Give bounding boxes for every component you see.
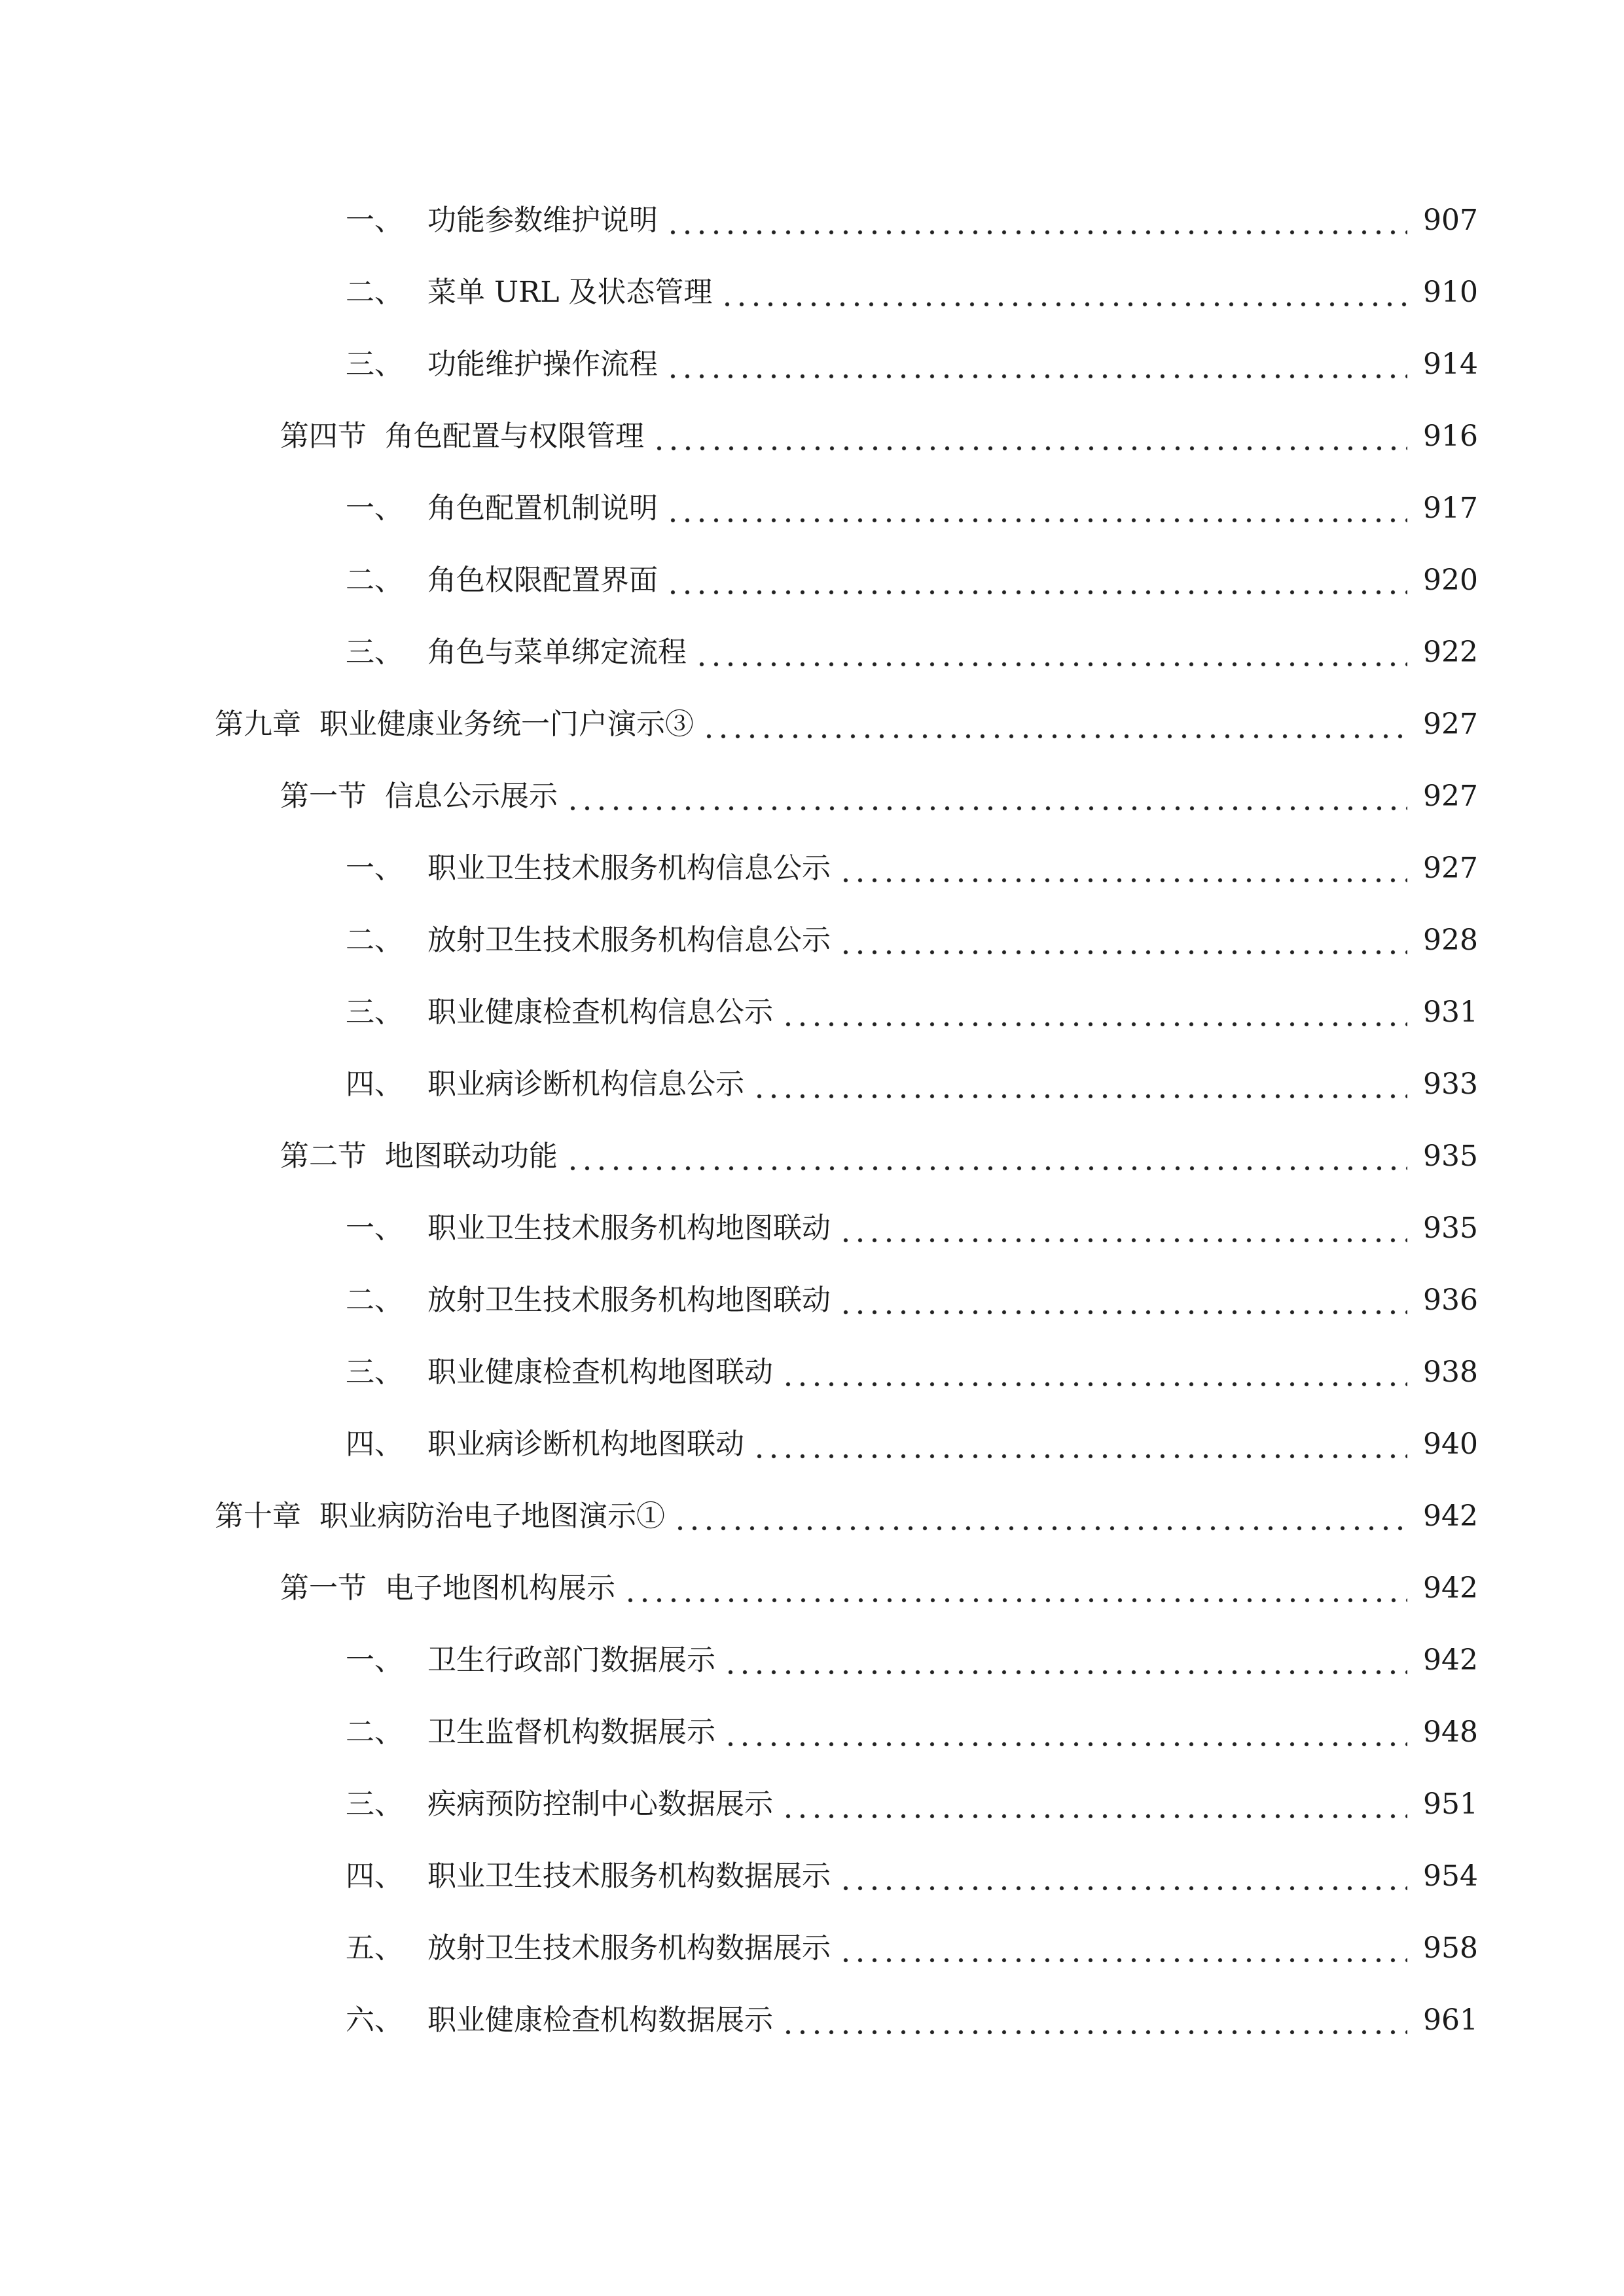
toc-entry-number: 第四节 bbox=[280, 420, 367, 453]
toc-entry-title bbox=[346, 1049, 744, 1121]
toc-entry-title bbox=[346, 1624, 715, 1696]
toc-entry[interactable] bbox=[0, 1912, 1624, 1984]
toc-entry-number: 四、 bbox=[346, 1427, 403, 1461]
toc-entry-number: 三、 bbox=[346, 996, 403, 1029]
toc-entry[interactable] bbox=[0, 617, 1624, 689]
toc-entry[interactable] bbox=[0, 545, 1624, 617]
dot-leader bbox=[839, 1912, 1407, 1984]
toc-entry[interactable] bbox=[0, 1984, 1624, 2056]
toc-entry[interactable] bbox=[0, 1480, 1624, 1552]
dot-leader bbox=[566, 1121, 1407, 1193]
toc-entry-title bbox=[346, 833, 831, 905]
toc-page-number: 927 bbox=[1423, 708, 1478, 741]
toc-page-number: 916 bbox=[1423, 420, 1478, 453]
dot-leader bbox=[781, 1768, 1407, 1840]
toc-page-number: 938 bbox=[1423, 1355, 1478, 1389]
toc-page-number: 942 bbox=[1423, 1643, 1478, 1677]
toc-entry-text: 卫生行政部门数据展示 bbox=[427, 1643, 715, 1677]
dot-leader bbox=[623, 1552, 1407, 1624]
toc-entry-title bbox=[280, 1552, 615, 1624]
toc-entry-number: 一、 bbox=[346, 1643, 403, 1677]
toc-entry-number: 五、 bbox=[346, 1931, 403, 1965]
toc-entry[interactable] bbox=[0, 329, 1624, 401]
toc-page-number: 954 bbox=[1423, 1859, 1478, 1893]
toc-entry[interactable] bbox=[0, 1121, 1624, 1193]
toc-page-number: 910 bbox=[1423, 276, 1478, 309]
toc-page-number: 927 bbox=[1423, 852, 1478, 885]
dot-leader bbox=[566, 761, 1407, 833]
toc-entry-number: 一、 bbox=[346, 492, 403, 525]
toc-entry-text: 卫生监督机构数据展示 bbox=[427, 1715, 715, 1749]
toc-page-number: 927 bbox=[1423, 780, 1478, 813]
toc-entry-title bbox=[346, 1265, 831, 1336]
toc-entry-number: 三、 bbox=[346, 1355, 403, 1389]
toc-entry-text: 菜单 URL 及状态管理 bbox=[427, 276, 713, 309]
dot-leader bbox=[652, 401, 1407, 473]
toc-entry-number: 三、 bbox=[346, 1787, 403, 1821]
toc-entry-title bbox=[346, 1193, 831, 1265]
dot-leader bbox=[673, 1480, 1407, 1552]
toc-entry-number: 六、 bbox=[346, 2003, 403, 2037]
toc-entry-title bbox=[346, 1336, 773, 1408]
toc-entry-text: 疾病预防控制中心数据展示 bbox=[427, 1787, 773, 1821]
toc-entry-title bbox=[346, 257, 712, 329]
toc-entry-title bbox=[346, 1840, 831, 1912]
toc-entry[interactable] bbox=[0, 257, 1624, 329]
toc-page-number: 935 bbox=[1423, 1211, 1478, 1245]
dot-leader bbox=[781, 1336, 1407, 1408]
dot-leader bbox=[720, 257, 1407, 329]
toc-entry-title bbox=[346, 617, 687, 689]
toc-entry-text: 角色配置机制说明 bbox=[427, 492, 658, 525]
toc-page-number: 907 bbox=[1423, 204, 1478, 237]
dot-leader bbox=[752, 1049, 1407, 1121]
toc-entry-text: 信息公示展示 bbox=[385, 780, 558, 813]
toc-page-number: 933 bbox=[1423, 1067, 1478, 1101]
toc-entry[interactable] bbox=[0, 977, 1624, 1049]
toc-entry[interactable] bbox=[0, 833, 1624, 905]
dot-leader bbox=[666, 185, 1407, 257]
toc-entry-number: 二、 bbox=[346, 564, 403, 597]
toc-entry-number: 四、 bbox=[346, 1859, 403, 1893]
toc-entry-number: 第九章 bbox=[215, 708, 301, 741]
table-of-contents bbox=[0, 185, 1624, 2056]
toc-entry-title bbox=[346, 1408, 744, 1480]
dot-leader bbox=[839, 1193, 1407, 1265]
dot-leader bbox=[723, 1696, 1407, 1768]
toc-entry[interactable] bbox=[0, 761, 1624, 833]
dot-leader bbox=[752, 1408, 1407, 1480]
toc-entry-text: 放射卫生技术服务机构数据展示 bbox=[427, 1931, 831, 1965]
dot-leader bbox=[781, 977, 1407, 1049]
dot-leader bbox=[839, 1840, 1407, 1912]
dot-leader bbox=[666, 473, 1407, 545]
toc-entry-number: 一、 bbox=[346, 852, 403, 885]
toc-entry-number: 二、 bbox=[346, 924, 403, 957]
toc-entry-number: 二、 bbox=[346, 276, 403, 309]
toc-entry[interactable] bbox=[0, 401, 1624, 473]
dot-leader bbox=[702, 689, 1407, 761]
dot-leader bbox=[695, 617, 1407, 689]
toc-entry-number: 二、 bbox=[346, 1715, 403, 1749]
toc-entry-number: 第一节 bbox=[280, 780, 367, 813]
toc-entry-text: 角色配置与权限管理 bbox=[385, 420, 644, 453]
toc-entry-title bbox=[215, 689, 694, 761]
toc-page-number: 914 bbox=[1423, 348, 1478, 381]
toc-entry-text: 电子地图机构展示 bbox=[385, 1571, 615, 1605]
toc-entry[interactable] bbox=[0, 1840, 1624, 1912]
toc-entry-title bbox=[346, 185, 658, 257]
dot-leader bbox=[839, 833, 1407, 905]
toc-entry-text: 功能参数维护说明 bbox=[427, 204, 658, 237]
toc-entry-title bbox=[346, 977, 773, 1049]
toc-page-number: 928 bbox=[1423, 924, 1478, 957]
toc-entry[interactable] bbox=[0, 473, 1624, 545]
toc-entry-text: 角色与菜单绑定流程 bbox=[427, 636, 687, 669]
toc-page-number: 917 bbox=[1423, 492, 1478, 525]
dot-leader bbox=[839, 905, 1407, 977]
dot-leader bbox=[781, 1984, 1407, 2056]
toc-entry-title bbox=[280, 1121, 558, 1193]
toc-entry-title bbox=[346, 1912, 831, 1984]
toc-entry-text: 职业卫生技术服务机构信息公示 bbox=[427, 852, 831, 885]
toc-page-number: 922 bbox=[1423, 636, 1478, 669]
toc-entry-title bbox=[346, 473, 658, 545]
toc-entry-text: 职业健康检查机构数据展示 bbox=[427, 2003, 773, 2037]
toc-entry-text: 职业卫生技术服务机构数据展示 bbox=[427, 1859, 831, 1893]
toc-entry-title bbox=[346, 329, 658, 401]
toc-entry-title bbox=[280, 761, 558, 833]
toc-entry-text: 职业健康检查机构信息公示 bbox=[427, 996, 773, 1029]
toc-entry[interactable] bbox=[0, 905, 1624, 977]
toc-entry-text: 功能维护操作流程 bbox=[427, 348, 658, 381]
toc-page-number: 948 bbox=[1423, 1715, 1478, 1749]
toc-entry[interactable] bbox=[0, 1624, 1624, 1696]
toc-page-number: 958 bbox=[1423, 1931, 1478, 1965]
toc-page-number: 940 bbox=[1423, 1427, 1478, 1461]
toc-entry-text: 职业病诊断机构地图联动 bbox=[427, 1427, 744, 1461]
toc-entry-text: 放射卫生技术服务机构地图联动 bbox=[427, 1283, 831, 1317]
toc-entry[interactable] bbox=[0, 1265, 1624, 1336]
toc-entry-text: 职业卫生技术服务机构地图联动 bbox=[427, 1211, 831, 1245]
toc-entry-text: 职业病诊断机构信息公示 bbox=[427, 1067, 744, 1101]
dot-leader bbox=[839, 1265, 1407, 1336]
dot-leader bbox=[666, 329, 1407, 401]
toc-page-number: 936 bbox=[1423, 1283, 1478, 1317]
toc-entry-text: 角色权限配置界面 bbox=[427, 564, 658, 597]
toc-entry-number: 第十章 bbox=[215, 1499, 301, 1533]
toc-entry-number: 第一节 bbox=[280, 1571, 367, 1605]
toc-page-number: 961 bbox=[1423, 2003, 1478, 2037]
toc-entry-text: 职业病防治电子地图演示① bbox=[319, 1499, 665, 1533]
toc-entry-text: 职业健康检查机构地图联动 bbox=[427, 1355, 773, 1389]
toc-entry-number: 第二节 bbox=[280, 1139, 367, 1173]
toc-entry-title bbox=[215, 1480, 665, 1552]
toc-entry[interactable] bbox=[0, 1336, 1624, 1408]
toc-entry[interactable] bbox=[0, 689, 1624, 761]
toc-entry-title bbox=[346, 1696, 715, 1768]
toc-page-number: 920 bbox=[1423, 564, 1478, 597]
toc-entry[interactable] bbox=[0, 1193, 1624, 1265]
toc-entry-text: 地图联动功能 bbox=[385, 1139, 558, 1173]
toc-entry[interactable] bbox=[0, 185, 1624, 257]
toc-entry-title bbox=[346, 545, 658, 617]
toc-page-number: 951 bbox=[1423, 1787, 1478, 1821]
toc-entry-title bbox=[346, 905, 831, 977]
toc-page-number: 931 bbox=[1423, 996, 1478, 1029]
toc-entry[interactable] bbox=[0, 1049, 1624, 1121]
toc-entry[interactable] bbox=[0, 1696, 1624, 1768]
toc-entry[interactable] bbox=[0, 1408, 1624, 1480]
toc-entry-text: 职业健康业务统一门户演示③ bbox=[319, 708, 694, 741]
toc-entry[interactable] bbox=[0, 1768, 1624, 1840]
dot-leader bbox=[723, 1624, 1407, 1696]
toc-entry-number: 三、 bbox=[346, 348, 403, 381]
toc-entry-number: 三、 bbox=[346, 636, 403, 669]
toc-entry-number: 二、 bbox=[346, 1283, 403, 1317]
toc-entry-text: 放射卫生技术服务机构信息公示 bbox=[427, 924, 831, 957]
toc-page-number: 942 bbox=[1423, 1571, 1478, 1605]
toc-entry[interactable] bbox=[0, 1552, 1624, 1624]
toc-entry-title bbox=[346, 1984, 773, 2056]
toc-entry-title bbox=[280, 401, 644, 473]
toc-page-number: 942 bbox=[1423, 1499, 1478, 1533]
dot-leader bbox=[666, 545, 1407, 617]
toc-page-number: 935 bbox=[1423, 1139, 1478, 1173]
toc-entry-number: 一、 bbox=[346, 1211, 403, 1245]
toc-entry-number: 四、 bbox=[346, 1067, 403, 1101]
toc-entry-number: 一、 bbox=[346, 204, 403, 237]
toc-entry-title bbox=[346, 1768, 773, 1840]
